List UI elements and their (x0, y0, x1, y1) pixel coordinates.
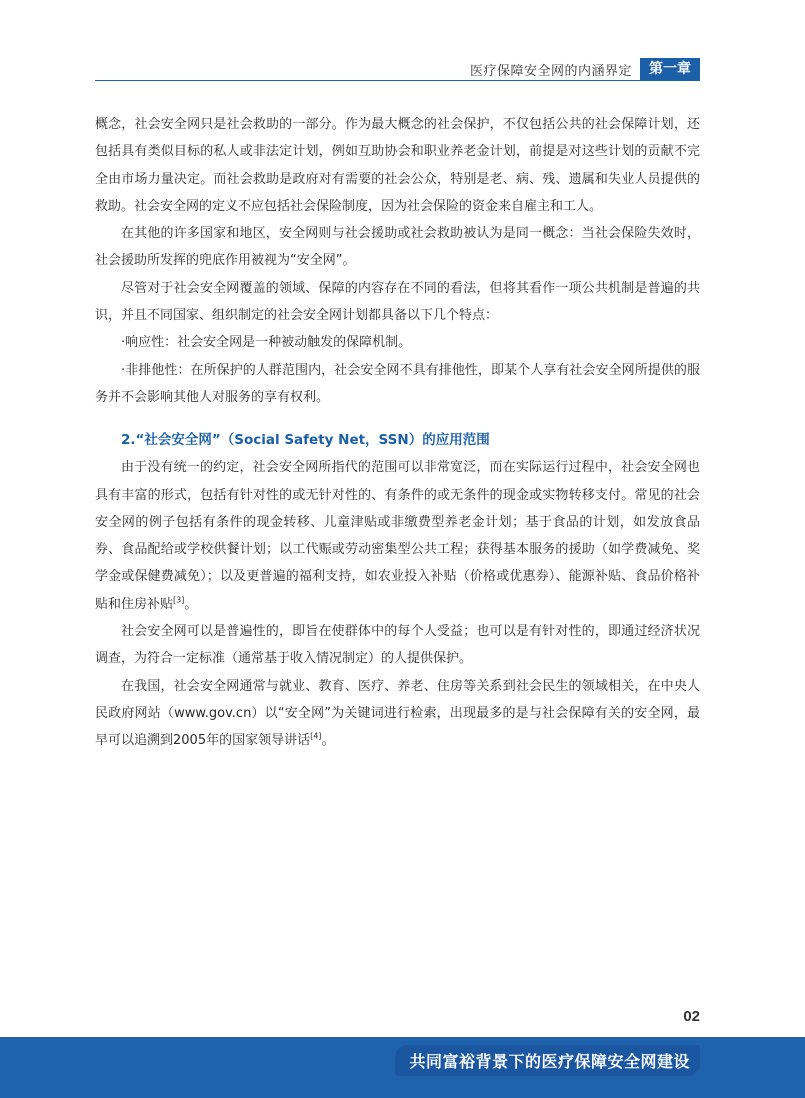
paragraph-4-text: 由于没有统一的约定，社会安全网所指代的范围可以非常宽泛，而在实际运行过程中，社会安全网也具有丰富的形式，包括有针对性的或无针对性的、有条件的或无条件的现金或实物转移支付。常见的社会安全网的例子包括有条件的现金转移、儿童津贴或非缴费型养老金计划；基于食品的计划，如发放食品券、食品配给或学校供餐计划；以工代赈或劳动密集型公共工程；获得基本服务的援助（如学费减免、奖学金或保健费减免）；以及更普遍的福利支持，如农业投入补贴（价格或优惠券）、能源补贴、食品价格补贴和住房补贴 (95, 460, 700, 612)
page-number: 02 (683, 1008, 700, 1025)
paragraph-6-end: 。 (321, 733, 335, 749)
paragraph-4 (95, 454, 700, 618)
paragraph-5: 社会安全网可以是普遍性的，即旨在使群体中的每个人受益；也可以是有针对性的，即通过经济状况调查，为符合一定标准（通常基于收入情况制定）的人提供保护。 (95, 624, 700, 667)
paragraph-2: 在其他的许多国家和地区，安全网则与社会援助或社会救助被认为是同一概念：当社会保险失效时，社会援助所发挥的兜底作用被视为“安全网”。 (95, 226, 700, 269)
bullet-responsiveness: ·响应性：社会安全网是一种被动触发的保障机制。 (121, 335, 412, 351)
book-title: 共同富裕背景下的医疗保障安全网建设 (395, 1045, 700, 1076)
paragraph-6 (95, 673, 700, 755)
paragraph-1: 概念，社会安全网只是社会救助的一部分。作为最大概念的社会保护，不仅包括公共的社会保障计划，还包括具有类似目标的私人或非法定计划，例如互助协会和职业养老金计划，前提是对这些计划的贡献不完全由市场力量决定。而社会救助是政府对有需要的社会公众，特别是老、病、残、遗属和失业人员提供的救助。社会安全网的定义不应包括社会保险制度，因为社会保险的资金来自雇主和工人。 (95, 117, 700, 214)
footnote-ref-4[interactable]: [4] (310, 731, 322, 741)
paragraph-4-end: 。 (184, 596, 198, 612)
paragraph-3: 尽管对于社会安全网覆盖的领域、保障的内容存在不同的看法，但将其看作一项公共机制是普遍的共识，并且不同国家、组织制定的社会安全网计划都具备以下几个特点： (95, 280, 700, 324)
running-header (470, 58, 700, 80)
bullet-non-exclusivity: ·非排他性：在所保护的人群范围内，社会安全网不具有排他性，即某个人享有社会安全网所提供的服务并不会影响其他人对服务的享有权利。 (95, 362, 700, 405)
running-title: 医疗保障安全网的内涵界定 (469, 63, 632, 79)
header-rule (95, 80, 700, 81)
paragraph-6-text: 在我国，社会安全网通常与就业、教育、医疗、养老、住房等关系到社会民生的领域相关，在中央人民政府网站（www.gov.cn）以“安全网”为关键词进行检索，出现最多的是与社会保障有关的安全网，最早可以追溯到2005年的国家领导讲话 (95, 678, 700, 749)
chapter-tag: 第一章 (640, 58, 700, 80)
footnote-ref-3[interactable]: [3] (173, 595, 185, 605)
section-heading: 2.“社会安全网”（Social Safety Net，SSN）的应用范围 (121, 432, 490, 449)
main-content (95, 111, 700, 755)
